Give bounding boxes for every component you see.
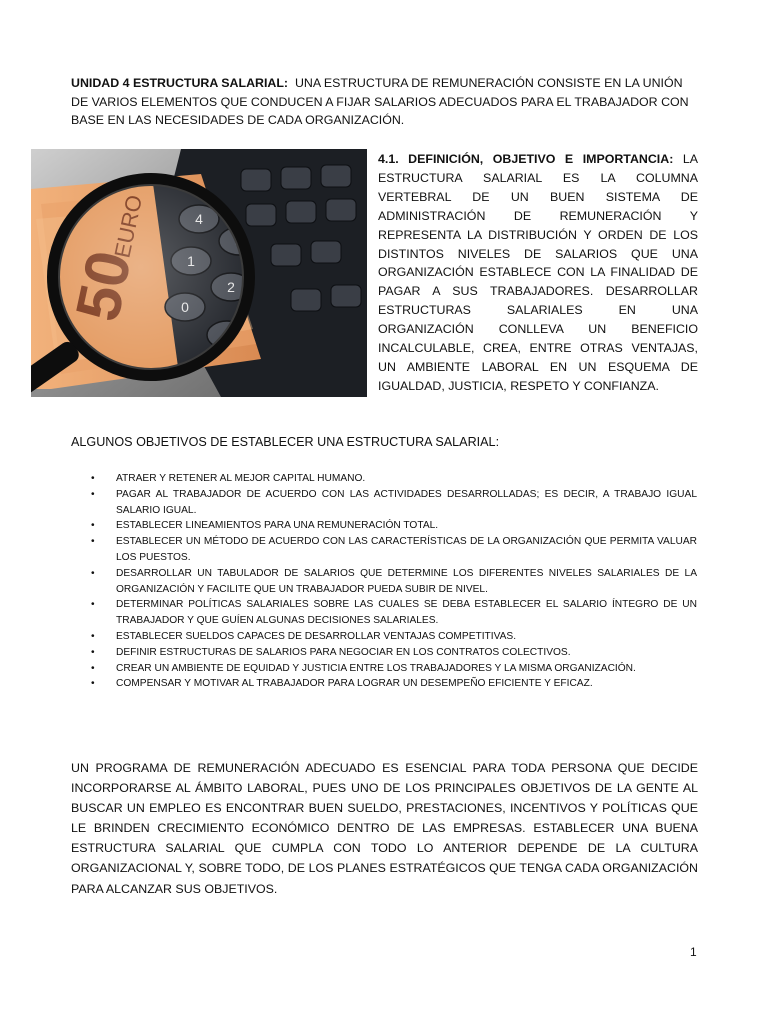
list-item: [91, 661, 697, 677]
closing-paragraph: UN PROGRAMA DE REMUNERACIÓN ADECUADO ES ESENCIAL PARA TODA PERSONA QUE DECIDE INCORPORARSE AL ÁMBITO LABORAL, PUES UNO DE LOS PRINCIPALES OBJETIVOS DE LA GENTE AL BUSCAR UN EMPLEO ES ENCONTRAR BUEN SUELDO, PRESTACIONES, INCENTIVOS Y POLÍTICAS QUE LE BRINDEN CRECIMIENTO ECONÓMICO DENTRO DE LAS EMPRESAS. ESTABLECER UNA BUENA ESTRUCTURA SALARIAL QUE CUMPLA CON TODO LO ANTERIOR DEPENDE DE LA CULTURA ORGANIZACIONAL Y, SOBRE TODO, DE LOS PLANES ESTRATÉGICOS QUE TENGA CADA ORGANIZACIÓN PARA ALCANZAR SUS OBJETIVOS.: [71, 761, 698, 896]
list-item-text: DEFINIR ESTRUCTURAS DE SALARIOS PARA NEGOCIAR EN LOS CONTRATOS COLECTIVOS.: [116, 646, 571, 658]
definition-section: [378, 150, 698, 396]
section-text: LA ESTRUCTURA SALARIAL ES LA COLUMNA VERTEBRAL DE UN BUEN SISTEMA DE ADMINISTRACIÓN DE REMUNERACIÓN Y REPRESENTA LA DISTRIBUCIÓN Y ORDEN DE LOS DISTINTOS NIVELES DE SALARIOS QUE UNA ORGANIZACIÓN ESTABLECE CON LA FINALIDAD DE PAGAR A SUS TRABAJADORES. DESARROLLAR ESTRUCTURAS SALARIALES EN UNA ORGANIZACIÓN CONLLEVA UN BENEFICIO INCALCULABLE, CREA, ENTRE OTRAS VENTAJAS, UN AMBIENTE LABORAL EN UN ESQUEMA DE IGUALDAD, JUSTICIA, RESPETO Y CONFIANZA.: [378, 152, 699, 393]
list-item-text: DESARROLLAR UN TABULADOR DE SALARIOS QUE DETERMINE LOS DIFERENTES NIVELES SALARIALES DE LA ORGANIZACIÓN Y FACILITE QUE UN TRABAJADOR PUEDA SUBIR DE NIVEL.: [116, 567, 697, 595]
bullet: •: [91, 599, 95, 611]
intro-text: UNA ESTRUCTURA DE REMUNERACIÓN CONSISTE EN LA UNIÓN DE VARIOS ELEMENTOS QUE CONDUCEN A FIJAR SALARIOS ADECUADOS PARA EL TRABAJADOR CON BASE EN LAS NECESIDADES DE CADA ORGANIZACIÓN.: [71, 76, 689, 127]
list-item-text: DETERMINAR POLÍTICAS SALARIALES SOBRE LAS CUALES SE DEBA ESTABLECER EL SALARIO ÍNTEGRO DE UN TRABAJADOR Y QUE GUÍEN ALGUNAS DECISIONES SALARIALES.: [116, 599, 697, 627]
list-item: [91, 534, 697, 566]
unit-title: UNIDAD 4 ESTRUCTURA SALARIAL:: [71, 76, 289, 90]
list-item-text: PAGAR AL TRABAJADOR DE ACUERDO CON LAS ACTIVIDADES DESARROLLADAS; ES DECIR, A TRABAJO IGUAL SALARIO IGUAL.: [116, 488, 697, 516]
intro-paragraph: [71, 74, 699, 130]
objectives-list: [91, 471, 697, 692]
objectives-heading: ALGUNOS OBJETIVOS DE ESTABLECER UNA ESTRUCTURA SALARIAL:: [71, 435, 500, 449]
list-item: [91, 487, 697, 519]
bullet: •: [91, 662, 95, 674]
bullet: •: [91, 646, 95, 658]
bullet: •: [91, 473, 95, 484]
section-title: 4.1. DEFINICIÓN, OBJETIVO E IMPORTANCIA:: [378, 152, 674, 166]
list-item-text: COMPENSAR Y MOTIVAR AL TRABAJADOR PARA LOGRAR UN DESEMPEÑO EFICIENTE Y EFICAZ.: [116, 678, 593, 690]
bullet: •: [91, 520, 95, 532]
list-item-text: ESTABLECER UN MÉTODO DE ACUERDO CON LAS CARACTERÍSTICAS DE LA ORGANIZACIÓN QUE PERMITA VALUAR LOS PUESTOS.: [116, 536, 697, 563]
bullet: •: [91, 536, 95, 548]
bullet: •: [91, 567, 95, 579]
list-item-text: ESTABLECER LINEAMIENTOS PARA UNA REMUNERACIÓN TOTAL.: [116, 520, 439, 532]
list-item-text: ATRAER Y RETENER AL MEJOR CAPITAL HUMANO.: [116, 473, 366, 484]
list-item-text: CREAR UN AMBIENTE DE EQUIDAD Y JUSTICIA ENTRE LOS TRABAJADORES Y LA MISMA ORGANIZACIÓN.: [116, 662, 636, 674]
list-item: [91, 645, 697, 661]
bullet: •: [91, 678, 95, 690]
bullet: •: [91, 488, 95, 500]
list-item: [91, 518, 697, 534]
page-number: 1: [690, 945, 697, 959]
magnifier-money-photo: [31, 149, 367, 397]
list-item: [91, 629, 697, 645]
list-item: [91, 471, 697, 487]
list-item-text: ESTABLECER SUELDOS CAPACES DE DESARROLLAR VENTAJAS COMPETITIVAS.: [116, 630, 517, 642]
list-item: [91, 597, 697, 629]
bullet: •: [91, 630, 95, 642]
list-item: [91, 566, 697, 598]
list-item: [91, 676, 697, 692]
